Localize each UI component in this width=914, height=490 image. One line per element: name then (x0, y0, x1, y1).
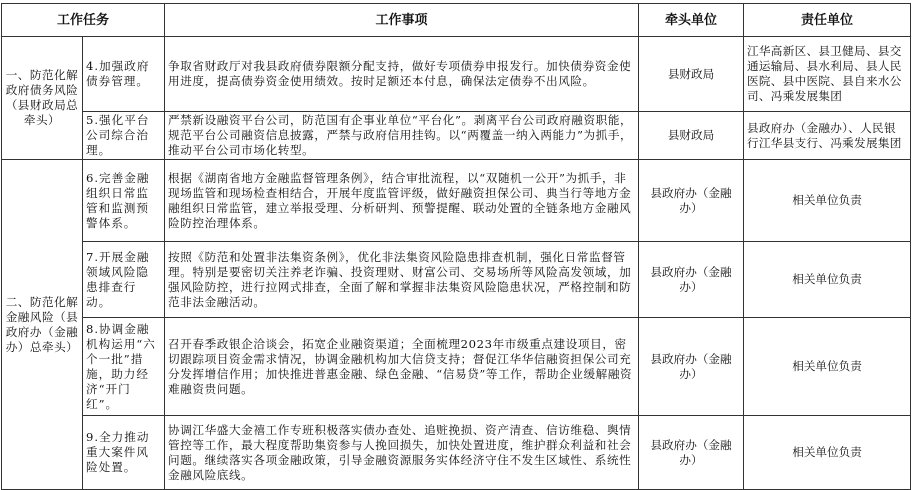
resp-cell: 相关单位负责 (744, 160, 911, 242)
header-item: 工作事项 (165, 4, 639, 37)
item-cell: 按照《防范和处置非法集资条例》，优化非法集资风险隐患排查机制，强化日常监督管理。特别是要密切关注养老诈骗、投资理财、财富公司、交易场所等风险高发领域，加强风险防控，进行拉网式排查，全面了解和掌握非法集资风险隐患状况，严格控制和防范非法金融活动。 (165, 242, 639, 318)
lead-cell: 县财政局 (639, 37, 744, 112)
task-cell: 6.完善金融组织日常监管和监测预警体系。 (83, 160, 165, 242)
table-row (2, 318, 911, 416)
category-cell: 二、防范化解金融风险（县政府办（金融办）总牵头） (2, 160, 83, 490)
lead-cell: 县政府办（金融办） (639, 160, 744, 242)
task-cell: 7.开展金融领域风险隐患排查行动。 (83, 242, 165, 318)
task-cell: 5.强化平台公司综合治理。 (83, 112, 165, 160)
work-task-table (1, 3, 911, 490)
lead-cell: 县政府办（金融办） (639, 416, 744, 490)
item-cell: 根据《湖南省地方金融监督管理条例》，结合审批流程，以“双随机一公开”为抓手，非现场监管和现场检查相结合，开展年度监管评级，做好融资担保公司、典当行等地方金融组织日常监管，建立举报受理、分析研判、预警提醒、联动处置的全链条地方金融风险防控治理体系。 (165, 160, 639, 242)
resp-cell: 江华高新区、县卫健局、县交通运输局、县水利局、县人民医院、县中医院、县自来水公司、冯乘发展集团 (744, 37, 911, 112)
resp-cell: 相关单位负责 (744, 416, 911, 490)
resp-cell: 相关单位负责 (744, 242, 911, 318)
table-row (2, 37, 911, 112)
resp-cell: 相关单位负责 (744, 318, 911, 416)
table-header-row (2, 4, 911, 37)
task-cell: 4.加强政府债券管理。 (83, 37, 165, 112)
lead-cell: 县政府办（金融办） (639, 318, 744, 416)
table-row (2, 242, 911, 318)
task-cell: 8.协调金融机构运用“六个一批”措施，助力经济“开门红”。 (83, 318, 165, 416)
lead-cell: 县财政局 (639, 112, 744, 160)
resp-cell: 县政府办（金融办）、人民银行江华县支行、冯乘发展集团 (744, 112, 911, 160)
table-row (2, 112, 911, 160)
table-row (2, 416, 911, 490)
header-lead: 牵头单位 (639, 4, 744, 37)
item-cell: 争取省财政厅对我县政府债券限额分配支持，做好专项债券申报发行。加快债券资金使用进度，提高债券资金使用绩效。按时足额还本付息，确保法定债券不出风险。 (165, 37, 639, 112)
task-cell: 9.全力推动重大案件风险处置。 (83, 416, 165, 490)
header-resp: 责任单位 (744, 4, 911, 37)
lead-cell: 县政府办（金融办） (639, 242, 744, 318)
item-cell: 协调江华盛大金禧工作专班积极落实债办查处、追赃挽损、资产清查、信访维稳、舆情管控等工作，最大程度帮助集资参与人挽回损失，加快处置进度，维护群众利益和社会问题。继续落实各项金融政策，引导金融资源服务实体经济守住不发生区域性、系统性金融风险底线。 (165, 416, 639, 490)
item-cell: 召开春季政银企洽谈会，拓宽企业融资渠道；全面梳理2023年市级重点建设项目，密切跟踪项目资金需求情况，协调金融机构加大信贷支持；督促江华华信融资担保公司充分发挥增信作用；加快推进普惠金融、绿色金融、“信易贷”等工作，帮助企业缓解融资难融资贵问题。 (165, 318, 639, 416)
header-task: 工作任务 (2, 4, 165, 37)
item-cell: 严禁新设融资平台公司，防范国有企事业单位“平台化”。剥离平台公司政府融资职能，规范平台公司融资信息披露，严禁与政府信用挂钩。以“两覆盖一纳入两能力”为抓手，推动平台公司市场化转型。 (165, 112, 639, 160)
table-row (2, 160, 911, 242)
category-cell: 一、防范化解政府债务风险（县财政局总牵头） (2, 37, 83, 160)
